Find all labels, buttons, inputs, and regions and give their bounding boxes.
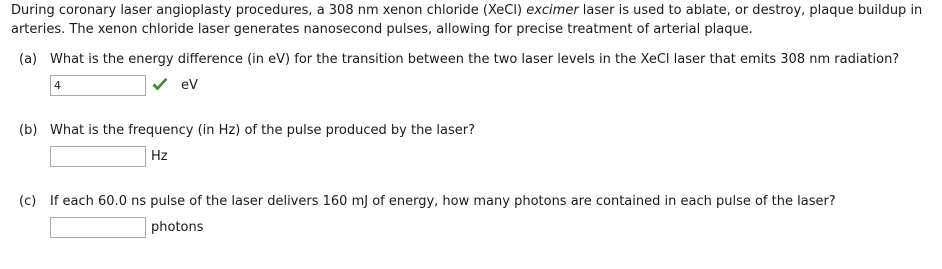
part-c-answer-input[interactable] [50,217,146,238]
intro-text-end: laser is used to ablate, or destroy, plaque buildup in arteries. The xenon chloride laser generates nanosecond pulses, allowing for precise treatment of arterial plaque. [11,3,923,37]
intro-emphasis: excimer [526,3,579,18]
part-c [19,193,919,235]
part-b-question: What is the frequency (in Hz) of the pulse produced by the laser? [50,123,476,138]
part-c-question-row [19,193,919,211]
part-a-question: What is the energy difference (in eV) for the transition between the two laser levels in the XeCl laser that emits 308 nm radiation? [50,52,900,67]
problem-statement [11,1,936,39]
part-b-answer-input[interactable] [50,146,146,167]
part-a [19,51,919,93]
part-b-question-row [19,122,919,140]
part-a-question-row [19,51,919,69]
part-c-letter: (c) [19,194,37,209]
part-c-question: If each 60.0 ns pulse of the laser delivers 160 mJ of energy, how many photons are contained in each pulse of the laser? [50,194,836,209]
part-b-answer-row [50,145,168,167]
part-a-unit: eV [181,77,198,93]
part-a-answer-row [50,74,198,96]
intro-text-start: During coronary laser angioplasty procedures, a 308 nm xenon chloride (XeCl) [11,3,527,18]
part-b-unit: Hz [151,148,168,164]
part-a-letter: (a) [19,52,38,67]
part-c-answer-row [50,216,204,238]
checkmark-icon [151,76,169,94]
part-b [19,122,919,164]
part-c-unit: photons [151,219,204,235]
part-a-answer-input[interactable]: 4 [50,75,146,96]
part-b-letter: (b) [19,123,38,138]
